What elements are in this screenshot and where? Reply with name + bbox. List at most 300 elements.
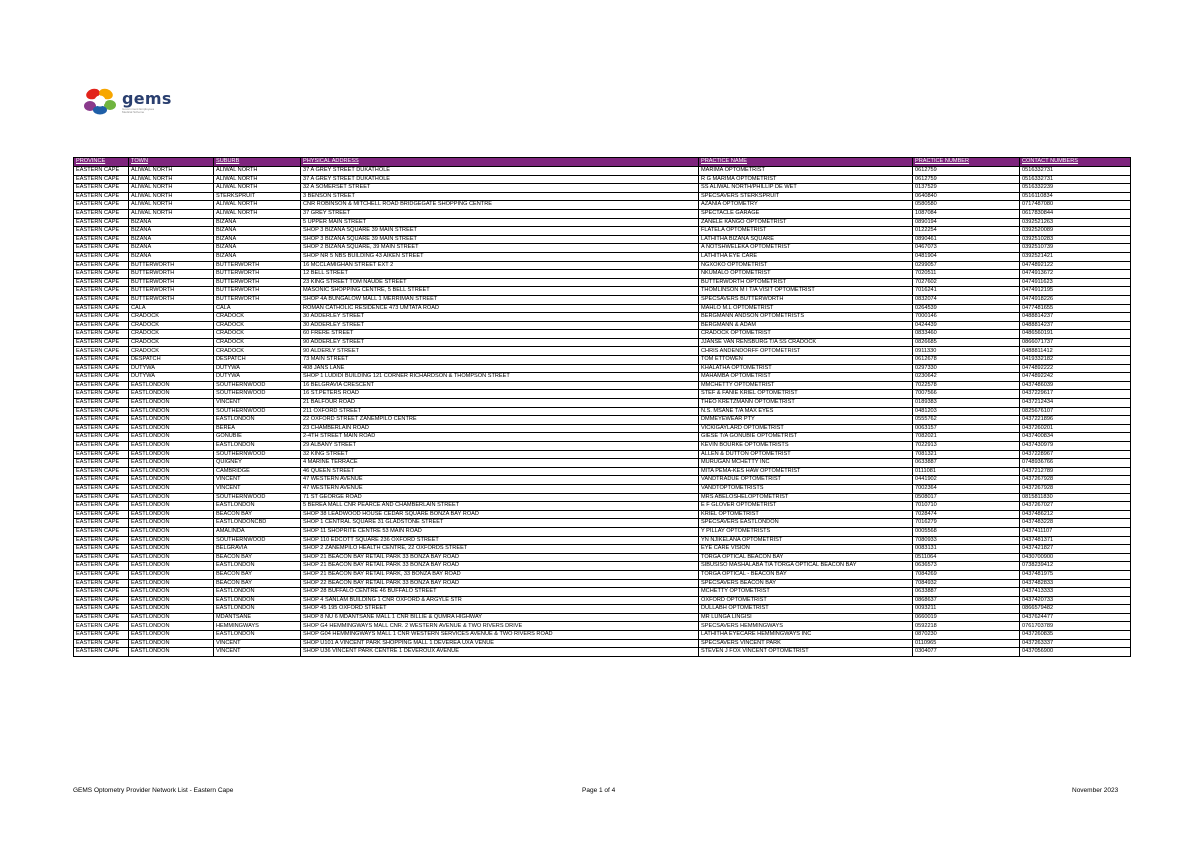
cell-suburb: AMALINDA <box>214 527 301 536</box>
cell-town: EASTLONDON <box>129 545 214 554</box>
cell-town: EASTLONDON <box>129 467 214 476</box>
cell-province: EASTERN CAPE <box>74 330 129 339</box>
footer-title: GEMS Optometry Provider Network List - Eastern Cape <box>73 787 234 794</box>
table-row <box>74 338 1131 347</box>
cell-practice-name: OXFORD OPTOMETRIST <box>699 596 913 605</box>
cell-contact-numbers: 0437624477 <box>1020 613 1131 622</box>
cell-physical-address: 90 ALDERLY STREET <box>301 347 699 356</box>
cell-practice-name: VANDTOPTOMETRISTS <box>699 484 913 493</box>
cell-practice-number: 0304077 <box>913 648 1020 657</box>
cell-practice-number: 7010710 <box>913 502 1020 511</box>
cell-physical-address: SHOP U36 VINCENT PARK CENTRE 1 DEVEROUX AVENUE <box>301 648 699 657</box>
table-row <box>74 502 1131 511</box>
cell-town: ALIWAL NORTH <box>129 201 214 210</box>
cell-physical-address: 5 UPPER MAIN STREET <box>301 218 699 227</box>
table-row <box>74 167 1131 176</box>
cell-contact-numbers: 0437420733 <box>1020 596 1131 605</box>
cell-contact-numbers: 0488814237 <box>1020 321 1131 330</box>
cell-practice-number: 0636573 <box>913 562 1020 571</box>
cell-suburb: BEREA <box>214 424 301 433</box>
cell-practice-number: 7022578 <box>913 381 1020 390</box>
table-row <box>74 235 1131 244</box>
cell-practice-number: 0640840 <box>913 192 1020 201</box>
cell-province: EASTERN CAPE <box>74 416 129 425</box>
cell-practice-name: TORGA OPTICAL BEACON BAY <box>699 553 913 562</box>
cell-physical-address: 3 BENSON STREET <box>301 192 699 201</box>
cell-physical-address: 5 BEREA MALL CNR PEARCE AND CHAMBERLAIN STREET <box>301 502 699 511</box>
table-row <box>74 244 1131 253</box>
cell-contact-numbers: 0488811412 <box>1020 347 1131 356</box>
column-header-physical-address: PHYSICAL ADDRESS <box>301 158 699 167</box>
cell-contact-numbers: 0437400834 <box>1020 433 1131 442</box>
cell-physical-address: 37 A GREY STREET DUKATHOLE <box>301 175 699 184</box>
cell-province: EASTERN CAPE <box>74 235 129 244</box>
cell-contact-numbers: 0866579482 <box>1020 605 1131 614</box>
cell-province: EASTERN CAPE <box>74 201 129 210</box>
cell-town: ALIWAL NORTH <box>129 167 214 176</box>
cell-contact-numbers: 0761703789 <box>1020 622 1131 631</box>
cell-province: EASTERN CAPE <box>74 605 129 614</box>
cell-practice-name: DMMEYEWEAR PTY <box>699 416 913 425</box>
cell-town: BIZANA <box>129 252 214 261</box>
column-header-practice-number: PRACTICE NUMBER <box>913 158 1020 167</box>
cell-contact-numbers: 0516110834 <box>1020 192 1131 201</box>
cell-contact-numbers: 0437413333 <box>1020 588 1131 597</box>
cell-town: EASTLONDON <box>129 553 214 562</box>
cell-province: EASTERN CAPE <box>74 252 129 261</box>
cell-contact-numbers: 0392510283 <box>1020 235 1131 244</box>
cell-town: EASTLONDON <box>129 562 214 571</box>
cell-practice-name: AZANIA OPTOMETRY <box>699 201 913 210</box>
cell-physical-address: SHOP 4 SANLAM BUILDING 1 CNR OXFORD & ARGYLE STR <box>301 596 699 605</box>
table-row <box>74 570 1131 579</box>
cell-town: EASTLONDON <box>129 536 214 545</box>
cell-practice-name: ZANELE KANGO OPTOMETRIST <box>699 218 913 227</box>
cell-practice-number: 7082021 <box>913 433 1020 442</box>
cell-town: EASTLONDON <box>129 416 214 425</box>
cell-suburb: BELGRAVIA <box>214 545 301 554</box>
cell-town: EASTLONDON <box>129 493 214 502</box>
cell-suburb: EASTLONDON <box>214 588 301 597</box>
cell-suburb: EASTLONDON <box>214 596 301 605</box>
cell-practice-name: Y PILLAY OPTOMETRISTS <box>699 527 913 536</box>
table-row <box>74 218 1131 227</box>
cell-suburb: DUTYWA <box>214 364 301 373</box>
cell-contact-numbers: 0617830844 <box>1020 209 1131 218</box>
cell-practice-number: 7016241 <box>913 287 1020 296</box>
cell-suburb: SOUTHERNWOOD <box>214 381 301 390</box>
table-row <box>74 553 1131 562</box>
cell-suburb: CRADOCK <box>214 338 301 347</box>
cell-physical-address: 211 OXFORD STREET <box>301 407 699 416</box>
cell-practice-name: MMCHETTY OPTOMETRIST <box>699 381 913 390</box>
cell-suburb: SOUTHERNWOOD <box>214 450 301 459</box>
cell-practice-name: MR LUNGA LINGISI <box>699 613 913 622</box>
cell-province: EASTERN CAPE <box>74 519 129 528</box>
cell-practice-name: STEVEN J FOX VINCENT OPTOMETRIST <box>699 648 913 657</box>
cell-physical-address: 37 GREY STREET <box>301 209 699 218</box>
cell-practice-name: LATHITHA EYE CARE <box>699 252 913 261</box>
cell-town: BUTTERWORTH <box>129 295 214 304</box>
cell-province: EASTERN CAPE <box>74 433 129 442</box>
cell-practice-number: 0093211 <box>913 605 1020 614</box>
cell-practice-name: CRADOCK OPTOMETRIST <box>699 330 913 339</box>
cell-physical-address: SHOP 1 LUDIDI BUILDING 121 CORNER RICHARDSON & THOMPSON STREET <box>301 373 699 382</box>
cell-practice-name: SS ALIWAL NORTH/PHILLIP DE WET <box>699 184 913 193</box>
cell-practice-number: 0230642 <box>913 373 1020 382</box>
cell-practice-name: KEVIN BOURKE OPTOMETRISTS <box>699 442 913 451</box>
cell-physical-address: 90 ADDERLEY STREET <box>301 338 699 347</box>
cell-practice-number: 0511064 <box>913 553 1020 562</box>
cell-physical-address: 29 ALBANY STREET <box>301 442 699 451</box>
table-row <box>74 613 1131 622</box>
cell-town: EASTLONDON <box>129 588 214 597</box>
cell-practice-name: SPECSAVERS VINCENT PARK <box>699 639 913 648</box>
cell-contact-numbers: 0437260835 <box>1020 631 1131 640</box>
cell-practice-name: DULLABH OPTOMETRIST <box>699 605 913 614</box>
cell-suburb: QUIGNEY <box>214 459 301 468</box>
cell-province: EASTERN CAPE <box>74 631 129 640</box>
cell-suburb: SOUTHERNWOOD <box>214 407 301 416</box>
cell-contact-numbers: 0474892222 <box>1020 364 1131 373</box>
cell-province: EASTERN CAPE <box>74 622 129 631</box>
cell-physical-address: CNR ROBINSON & MITCHELL ROAD BRIDGEGATE SHOPPING CENTRE <box>301 201 699 210</box>
cell-town: ALIWAL NORTH <box>129 184 214 193</box>
cell-province: EASTERN CAPE <box>74 536 129 545</box>
cell-contact-numbers: 0437212434 <box>1020 399 1131 408</box>
table-row <box>74 536 1131 545</box>
table-row <box>74 484 1131 493</box>
cell-contact-numbers: 0474892122 <box>1020 261 1131 270</box>
cell-practice-number: 0297330 <box>913 364 1020 373</box>
cell-contact-numbers: 0437229617 <box>1020 390 1131 399</box>
cell-contact-numbers: 0437483228 <box>1020 519 1131 528</box>
cell-town: EASTLONDON <box>129 613 214 622</box>
cell-contact-numbers: 0474913672 <box>1020 270 1131 279</box>
cell-physical-address: 32 KING STREET <box>301 450 699 459</box>
cell-physical-address: SHOP 2 BIZANA SQUARE, 39 MAIN STREET <box>301 244 699 253</box>
cell-practice-number: 0868637 <box>913 596 1020 605</box>
table-row <box>74 407 1131 416</box>
cell-practice-number: 0189383 <box>913 399 1020 408</box>
cell-town: BUTTERWORTH <box>129 261 214 270</box>
cell-practice-name: NKUMALO OPTOMETRIST <box>699 270 913 279</box>
cell-practice-name: A NOTSHWELEKA OPTOMETRIST <box>699 244 913 253</box>
cell-province: EASTERN CAPE <box>74 579 129 588</box>
cell-practice-number: 7080933 <box>913 536 1020 545</box>
cell-practice-name: SPECSAVERS BUTTERWORTH <box>699 295 913 304</box>
table-row <box>74 493 1131 502</box>
cell-suburb: SOUTHERNWOOD <box>214 390 301 399</box>
cell-practice-name: MCHETTY OPTOMETRIST <box>699 588 913 597</box>
cell-province: EASTERN CAPE <box>74 347 129 356</box>
cell-suburb: BUTTERWORTH <box>214 287 301 296</box>
cell-province: EASTERN CAPE <box>74 278 129 287</box>
cell-contact-numbers: 0437221896 <box>1020 416 1131 425</box>
cell-practice-name: KHALATHA OPTOMETRIST <box>699 364 913 373</box>
cell-province: EASTERN CAPE <box>74 596 129 605</box>
cell-province: EASTERN CAPE <box>74 613 129 622</box>
cell-town: EASTLONDON <box>129 476 214 485</box>
cell-province: EASTERN CAPE <box>74 244 129 253</box>
cell-contact-numbers: 0437260201 <box>1020 424 1131 433</box>
cell-town: EASTLONDON <box>129 596 214 605</box>
cell-physical-address: 23 CHAMBERLAIN ROAD <box>301 424 699 433</box>
cell-practice-name: EYE CARE VISION <box>699 545 913 554</box>
cell-practice-name: CHRIS ANDENDORFF OPTOMETRIST <box>699 347 913 356</box>
cell-suburb: VINCENT <box>214 476 301 485</box>
table-row <box>74 270 1131 279</box>
cell-suburb: DESPATCH <box>214 356 301 365</box>
cell-town: BIZANA <box>129 244 214 253</box>
cell-suburb: GONUBIE <box>214 433 301 442</box>
cell-practice-number: 0890194 <box>913 218 1020 227</box>
cell-contact-numbers: 0477481655 <box>1020 304 1131 313</box>
cell-suburb: ALIWAL NORTH <box>214 201 301 210</box>
cell-town: CRADOCK <box>129 313 214 322</box>
table-row <box>74 261 1131 270</box>
cell-practice-name: SPECSAVERS EASTLONDON <box>699 519 913 528</box>
cell-province: EASTERN CAPE <box>74 209 129 218</box>
cell-province: EASTERN CAPE <box>74 648 129 657</box>
cell-contact-numbers: 0437411107 <box>1020 527 1131 536</box>
cell-suburb: ALIWAL NORTH <box>214 209 301 218</box>
cell-province: EASTERN CAPE <box>74 588 129 597</box>
cell-suburb: VINCENT <box>214 484 301 493</box>
cell-province: EASTERN CAPE <box>74 527 129 536</box>
cell-physical-address: SHOP 45 195 OXFORD STREET <box>301 605 699 614</box>
cell-suburb: BUTTERWORTH <box>214 295 301 304</box>
table-row <box>74 450 1131 459</box>
footer-page-number: Page 1 of 4 <box>582 787 616 794</box>
cell-practice-name: LATHITHA EYECARE HEMMINGWAYS INC <box>699 631 913 640</box>
cell-practice-number: 1087084 <box>913 209 1020 218</box>
cell-practice-number: 0832074 <box>913 295 1020 304</box>
table-row <box>74 605 1131 614</box>
cell-physical-address: 12 BELL STREET <box>301 270 699 279</box>
cell-suburb: ALIWAL NORTH <box>214 175 301 184</box>
cell-province: EASTERN CAPE <box>74 192 129 201</box>
cell-physical-address: 23 KING STREET TOM NAUDE STREET <box>301 278 699 287</box>
cell-province: EASTERN CAPE <box>74 304 129 313</box>
cell-practice-name: SPECSAVERS BEACON BAY <box>699 579 913 588</box>
cell-practice-name: GIESE T/A GONUBIE OPTOMETRIST <box>699 433 913 442</box>
cell-practice-number: 7028474 <box>913 510 1020 519</box>
cell-physical-address: 21 BALFOUR ROAD <box>301 399 699 408</box>
cell-practice-name: BERGMANN & ADAM <box>699 321 913 330</box>
cell-practice-name: MAHAMBA OPTOMETRIST <box>699 373 913 382</box>
cell-town: EASTLONDON <box>129 570 214 579</box>
cell-suburb: HEMMINGWAYS <box>214 622 301 631</box>
cell-suburb: CRADOCK <box>214 330 301 339</box>
cell-contact-numbers: 0815811830 <box>1020 493 1131 502</box>
cell-town: DUTYWA <box>129 373 214 382</box>
cell-town: CRADOCK <box>129 330 214 339</box>
cell-province: EASTERN CAPE <box>74 270 129 279</box>
cell-practice-name: NGXOKO OPTOMETRIST <box>699 261 913 270</box>
cell-physical-address: 22 OXFORD STREET ZANEMPILO CENTRE <box>301 416 699 425</box>
cell-province: EASTERN CAPE <box>74 167 129 176</box>
cell-suburb: BEACON BAY <box>214 510 301 519</box>
cell-practice-name: SPECSAVERS HEMMINGWAYS <box>699 622 913 631</box>
cell-town: EASTLONDON <box>129 648 214 657</box>
cell-province: EASTERN CAPE <box>74 459 129 468</box>
table-row <box>74 295 1131 304</box>
cell-physical-address: 47 WESTERN AVENUE <box>301 484 699 493</box>
cell-physical-address: 30 ADDERLEY STREET <box>301 313 699 322</box>
cell-suburb: BUTTERWORTH <box>214 261 301 270</box>
table-row <box>74 278 1131 287</box>
cell-contact-numbers: 0437430979 <box>1020 442 1131 451</box>
table-row <box>74 252 1131 261</box>
cell-practice-number: 7081321 <box>913 450 1020 459</box>
table-row <box>74 390 1131 399</box>
cell-province: EASTERN CAPE <box>74 493 129 502</box>
table-row <box>74 356 1131 365</box>
cell-town: EASTLONDON <box>129 502 214 511</box>
cell-contact-numbers: 0474918226 <box>1020 295 1131 304</box>
cell-province: EASTERN CAPE <box>74 227 129 236</box>
cell-practice-name: MRS ABELOSHELOPTOMETRIST <box>699 493 913 502</box>
cell-town: ALIWAL NORTH <box>129 175 214 184</box>
cell-contact-numbers: 0738239412 <box>1020 562 1131 571</box>
cell-physical-address: SHOP 21 BEACON BAY RETAIL PARK 33 BONZA BAY ROAD <box>301 562 699 571</box>
cell-town: ALIWAL NORTH <box>129 192 214 201</box>
cell-practice-number: 0299057 <box>913 261 1020 270</box>
cell-contact-numbers: 0437482833 <box>1020 579 1131 588</box>
cell-suburb: EASTLONDON <box>214 442 301 451</box>
table-row <box>74 287 1131 296</box>
cell-practice-number: 7007566 <box>913 390 1020 399</box>
cell-suburb: VINCENT <box>214 399 301 408</box>
cell-suburb: VINCENT <box>214 648 301 657</box>
cell-practice-number: 0424439 <box>913 321 1020 330</box>
cell-practice-number: 0612759 <box>913 175 1020 184</box>
cell-contact-numbers: 0717487080 <box>1020 201 1131 210</box>
cell-practice-number: 7022913 <box>913 442 1020 451</box>
cell-physical-address: MASONIC SHOPPING CENTRE, 5 BELL STREET <box>301 287 699 296</box>
cell-practice-number: 7016279 <box>913 519 1020 528</box>
cell-physical-address: SHOP 4A BUNGALOW MALL 1 MERRIMAN STREET <box>301 295 699 304</box>
cell-suburb: BUTTERWORTH <box>214 270 301 279</box>
cell-suburb: EASTLONDON <box>214 631 301 640</box>
cell-province: EASTERN CAPE <box>74 399 129 408</box>
logo-tagline: Government Employees Medical Scheme <box>122 107 155 114</box>
table-row <box>74 373 1131 382</box>
cell-physical-address: SHOP 22 BEACON BAY RETAIL PARK 33 BONZA BAY ROAD <box>301 579 699 588</box>
cell-contact-numbers: 0437481371 <box>1020 536 1131 545</box>
cell-contact-numbers: 0437263337 <box>1020 639 1131 648</box>
cell-practice-number: 0911330 <box>913 347 1020 356</box>
cell-practice-name: N.S. MSANE T/A MAX EYES <box>699 407 913 416</box>
cell-province: EASTERN CAPE <box>74 484 129 493</box>
cell-contact-numbers: 0437481975 <box>1020 570 1131 579</box>
cell-physical-address: 46 QUEEN STREET <box>301 467 699 476</box>
cell-town: EASTLONDON <box>129 519 214 528</box>
cell-suburb: CRADOCK <box>214 313 301 322</box>
cell-physical-address: SHOP 3 BIZANA SQUARE 39 MAIN STREET <box>301 235 699 244</box>
cell-town: CALA <box>129 304 214 313</box>
table-row <box>74 545 1131 554</box>
cell-contact-numbers: 0516332731 <box>1020 175 1131 184</box>
cell-practice-name: JJANSE VAN RENSBURG T/A SS CRADOCK <box>699 338 913 347</box>
cell-town: EASTLONDON <box>129 579 214 588</box>
cell-practice-number: 7084932 <box>913 579 1020 588</box>
cell-contact-numbers: 0437267027 <box>1020 502 1131 511</box>
cell-suburb: CRADOCK <box>214 321 301 330</box>
cell-town: EASTLONDON <box>129 433 214 442</box>
cell-practice-number: 0833460 <box>913 330 1020 339</box>
cell-province: EASTERN CAPE <box>74 287 129 296</box>
cell-town: CRADOCK <box>129 321 214 330</box>
cell-physical-address: 32 A SOMERSET STREET <box>301 184 699 193</box>
cell-town: EASTLONDON <box>129 407 214 416</box>
cell-province: EASTERN CAPE <box>74 338 129 347</box>
cell-practice-name: VICKIGAYLARD OPTOMETRIST <box>699 424 913 433</box>
cell-practice-name: TORGA OPTICAL - BEACON BAY <box>699 570 913 579</box>
cell-practice-number: 0111081 <box>913 467 1020 476</box>
cell-practice-name: MARIMA OPTOMETRIST <box>699 167 913 176</box>
cell-suburb: EASTLONDON <box>214 562 301 571</box>
cell-practice-number: 0110965 <box>913 639 1020 648</box>
table-row <box>74 631 1131 640</box>
cell-physical-address: SHOP G4 HEMMINGWAYS MALL CNR. 2 WESTERN AVENUE & TWO RIVERS DRIVE <box>301 622 699 631</box>
cell-practice-name: TOM ETTOWEN <box>699 356 913 365</box>
cell-province: EASTERN CAPE <box>74 562 129 571</box>
table-row <box>74 364 1131 373</box>
cell-practice-number: 0264539 <box>913 304 1020 313</box>
table-row <box>74 399 1131 408</box>
cell-practice-name: R G MARIMA OPTOMETRIST <box>699 175 913 184</box>
cell-town: BIZANA <box>129 235 214 244</box>
cell-physical-address: 71 ST GEORGE ROAD <box>301 493 699 502</box>
table-row <box>74 459 1131 468</box>
cell-physical-address: ROMAN CATHOLIC RESIDENCE 473 UMTATA ROAD <box>301 304 699 313</box>
cell-contact-numbers: 0825676107 <box>1020 407 1131 416</box>
cell-practice-name: VANDTRADUE OPTOMETRIST <box>699 476 913 485</box>
cell-contact-numbers: 0392510739 <box>1020 244 1131 253</box>
table-row <box>74 209 1131 218</box>
cell-suburb: MDANTSANE <box>214 613 301 622</box>
cell-suburb: CALA <box>214 304 301 313</box>
cell-suburb: BIZANA <box>214 252 301 261</box>
cell-province: EASTERN CAPE <box>74 502 129 511</box>
cell-physical-address: 16 ST.PETERS ROAD <box>301 390 699 399</box>
gems-logo-mark-icon <box>82 86 118 116</box>
cell-town: EASTLONDON <box>129 450 214 459</box>
cell-suburb: ALIWAL NORTH <box>214 167 301 176</box>
cell-suburb: BIZANA <box>214 235 301 244</box>
cell-suburb: EASTLONDONCBD <box>214 519 301 528</box>
cell-practice-number: 0083131 <box>913 545 1020 554</box>
cell-town: BUTTERWORTH <box>129 287 214 296</box>
cell-province: EASTERN CAPE <box>74 570 129 579</box>
cell-contact-numbers: 0392520089 <box>1020 227 1131 236</box>
table-row <box>74 588 1131 597</box>
cell-province: EASTERN CAPE <box>74 313 129 322</box>
cell-contact-numbers: 0437267928 <box>1020 476 1131 485</box>
cell-suburb: SOUTHERNWOOD <box>214 536 301 545</box>
cell-practice-number: 0467073 <box>913 244 1020 253</box>
cell-practice-name: FLATELA OPTOMETRIST <box>699 227 913 236</box>
cell-suburb: BEACON BAY <box>214 570 301 579</box>
cell-contact-numbers: 0474911623 <box>1020 278 1131 287</box>
cell-contact-numbers: 0516332239 <box>1020 184 1131 193</box>
cell-province: EASTERN CAPE <box>74 175 129 184</box>
cell-practice-name: SIBUSISO MASHALABA T/A TORGA OPTICAL BEACON BAY <box>699 562 913 571</box>
table-row <box>74 622 1131 631</box>
cell-physical-address: 30 ADDERLEY STREET <box>301 321 699 330</box>
